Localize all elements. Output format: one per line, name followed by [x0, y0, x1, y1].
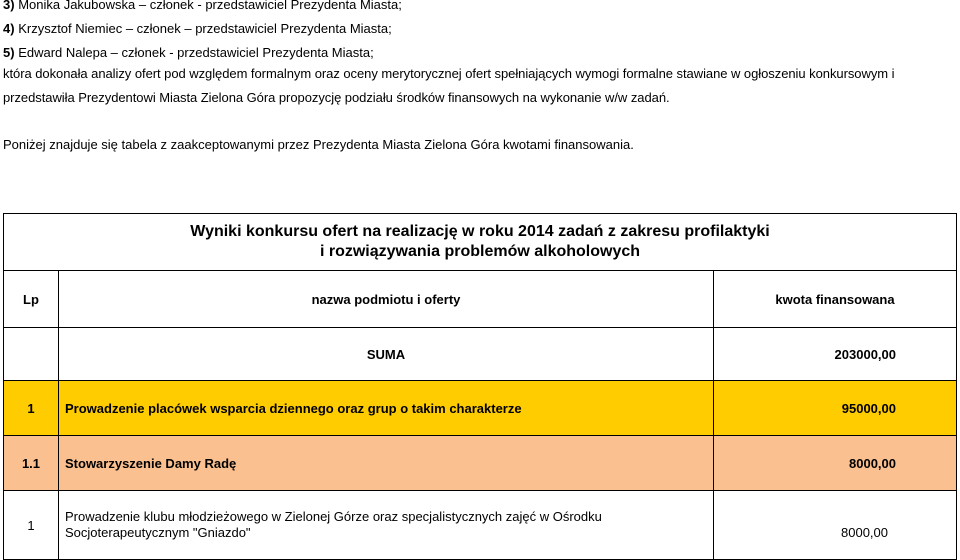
- table-header-row: [4, 271, 957, 328]
- table-title-row: [4, 214, 957, 271]
- header-amount: kwota finansowana: [714, 271, 957, 328]
- entity-amount: 8000,00: [714, 436, 957, 491]
- task-lp: 1: [4, 381, 59, 436]
- sum-lp: [4, 328, 59, 381]
- entity-name: Stowarzyszenie Damy Radę: [59, 436, 714, 491]
- table-title-line1: Wyniki konkursu ofert na realizację w roku 2014 zadań z zakresu profilaktyki: [190, 223, 770, 240]
- table-title: [4, 214, 957, 271]
- committee-paragraph: która dokonała analizy ofert pod względem formalnym oraz oceny merytorycznej ofert spełniających wymogi formalne stawiane w ogłoszeniu konkursowym i przedstawiła Prezydentowi Miasta Zielona Góra propozycję podziału środków finansowych na wykonanie w/w zadań.: [3, 66, 895, 105]
- table-intro-note: Poniżej znajduje się tabela z zaakceptowanymi przez Prezydenta Miasta Zielona Góra kwotami finansowania.: [3, 137, 634, 152]
- member-text: Edward Nalepa – członek - przedstawiciel Prezydenta Miasta;: [18, 45, 374, 60]
- offer-lp: 1: [4, 491, 59, 560]
- member-item: [3, 21, 392, 37]
- sum-amount: 203000,00: [714, 328, 957, 381]
- offer-amount: 8000,00: [714, 491, 957, 560]
- task-amount: 95000,00: [714, 381, 957, 436]
- table-title-line2: i rozwiązywania problemów alkoholowych: [319, 243, 641, 260]
- entity-lp: 1.1: [4, 436, 59, 491]
- member-text: Monika Jakubowska – członek - przedstawiciel Prezydenta Miasta;: [18, 0, 402, 12]
- offer-name: Prowadzenie klubu młodzieżowego w Zielonej Górze oraz specjalistycznych zajęć w Ośrodku Socjoterapeutycznym "Gniazdo": [59, 491, 714, 560]
- results-table: [3, 213, 957, 560]
- member-item: [3, 45, 374, 61]
- task-name: Prowadzenie placówek wsparcia dziennego oraz grup o takim charakterze: [59, 381, 714, 436]
- table-row: [4, 436, 957, 491]
- member-item: [3, 0, 402, 13]
- table-row: [4, 381, 957, 436]
- member-number: 3): [3, 0, 15, 12]
- member-number: 4): [3, 21, 15, 36]
- sum-label: SUMA: [59, 328, 714, 381]
- header-lp: Lp: [4, 271, 59, 328]
- sum-row: [4, 328, 957, 381]
- table-row: [4, 491, 957, 560]
- header-name: nazwa podmiotu i oferty: [59, 271, 714, 328]
- member-text: Krzysztof Niemiec – członek – przedstawiciel Prezydenta Miasta;: [18, 21, 392, 36]
- member-number: 5): [3, 45, 15, 60]
